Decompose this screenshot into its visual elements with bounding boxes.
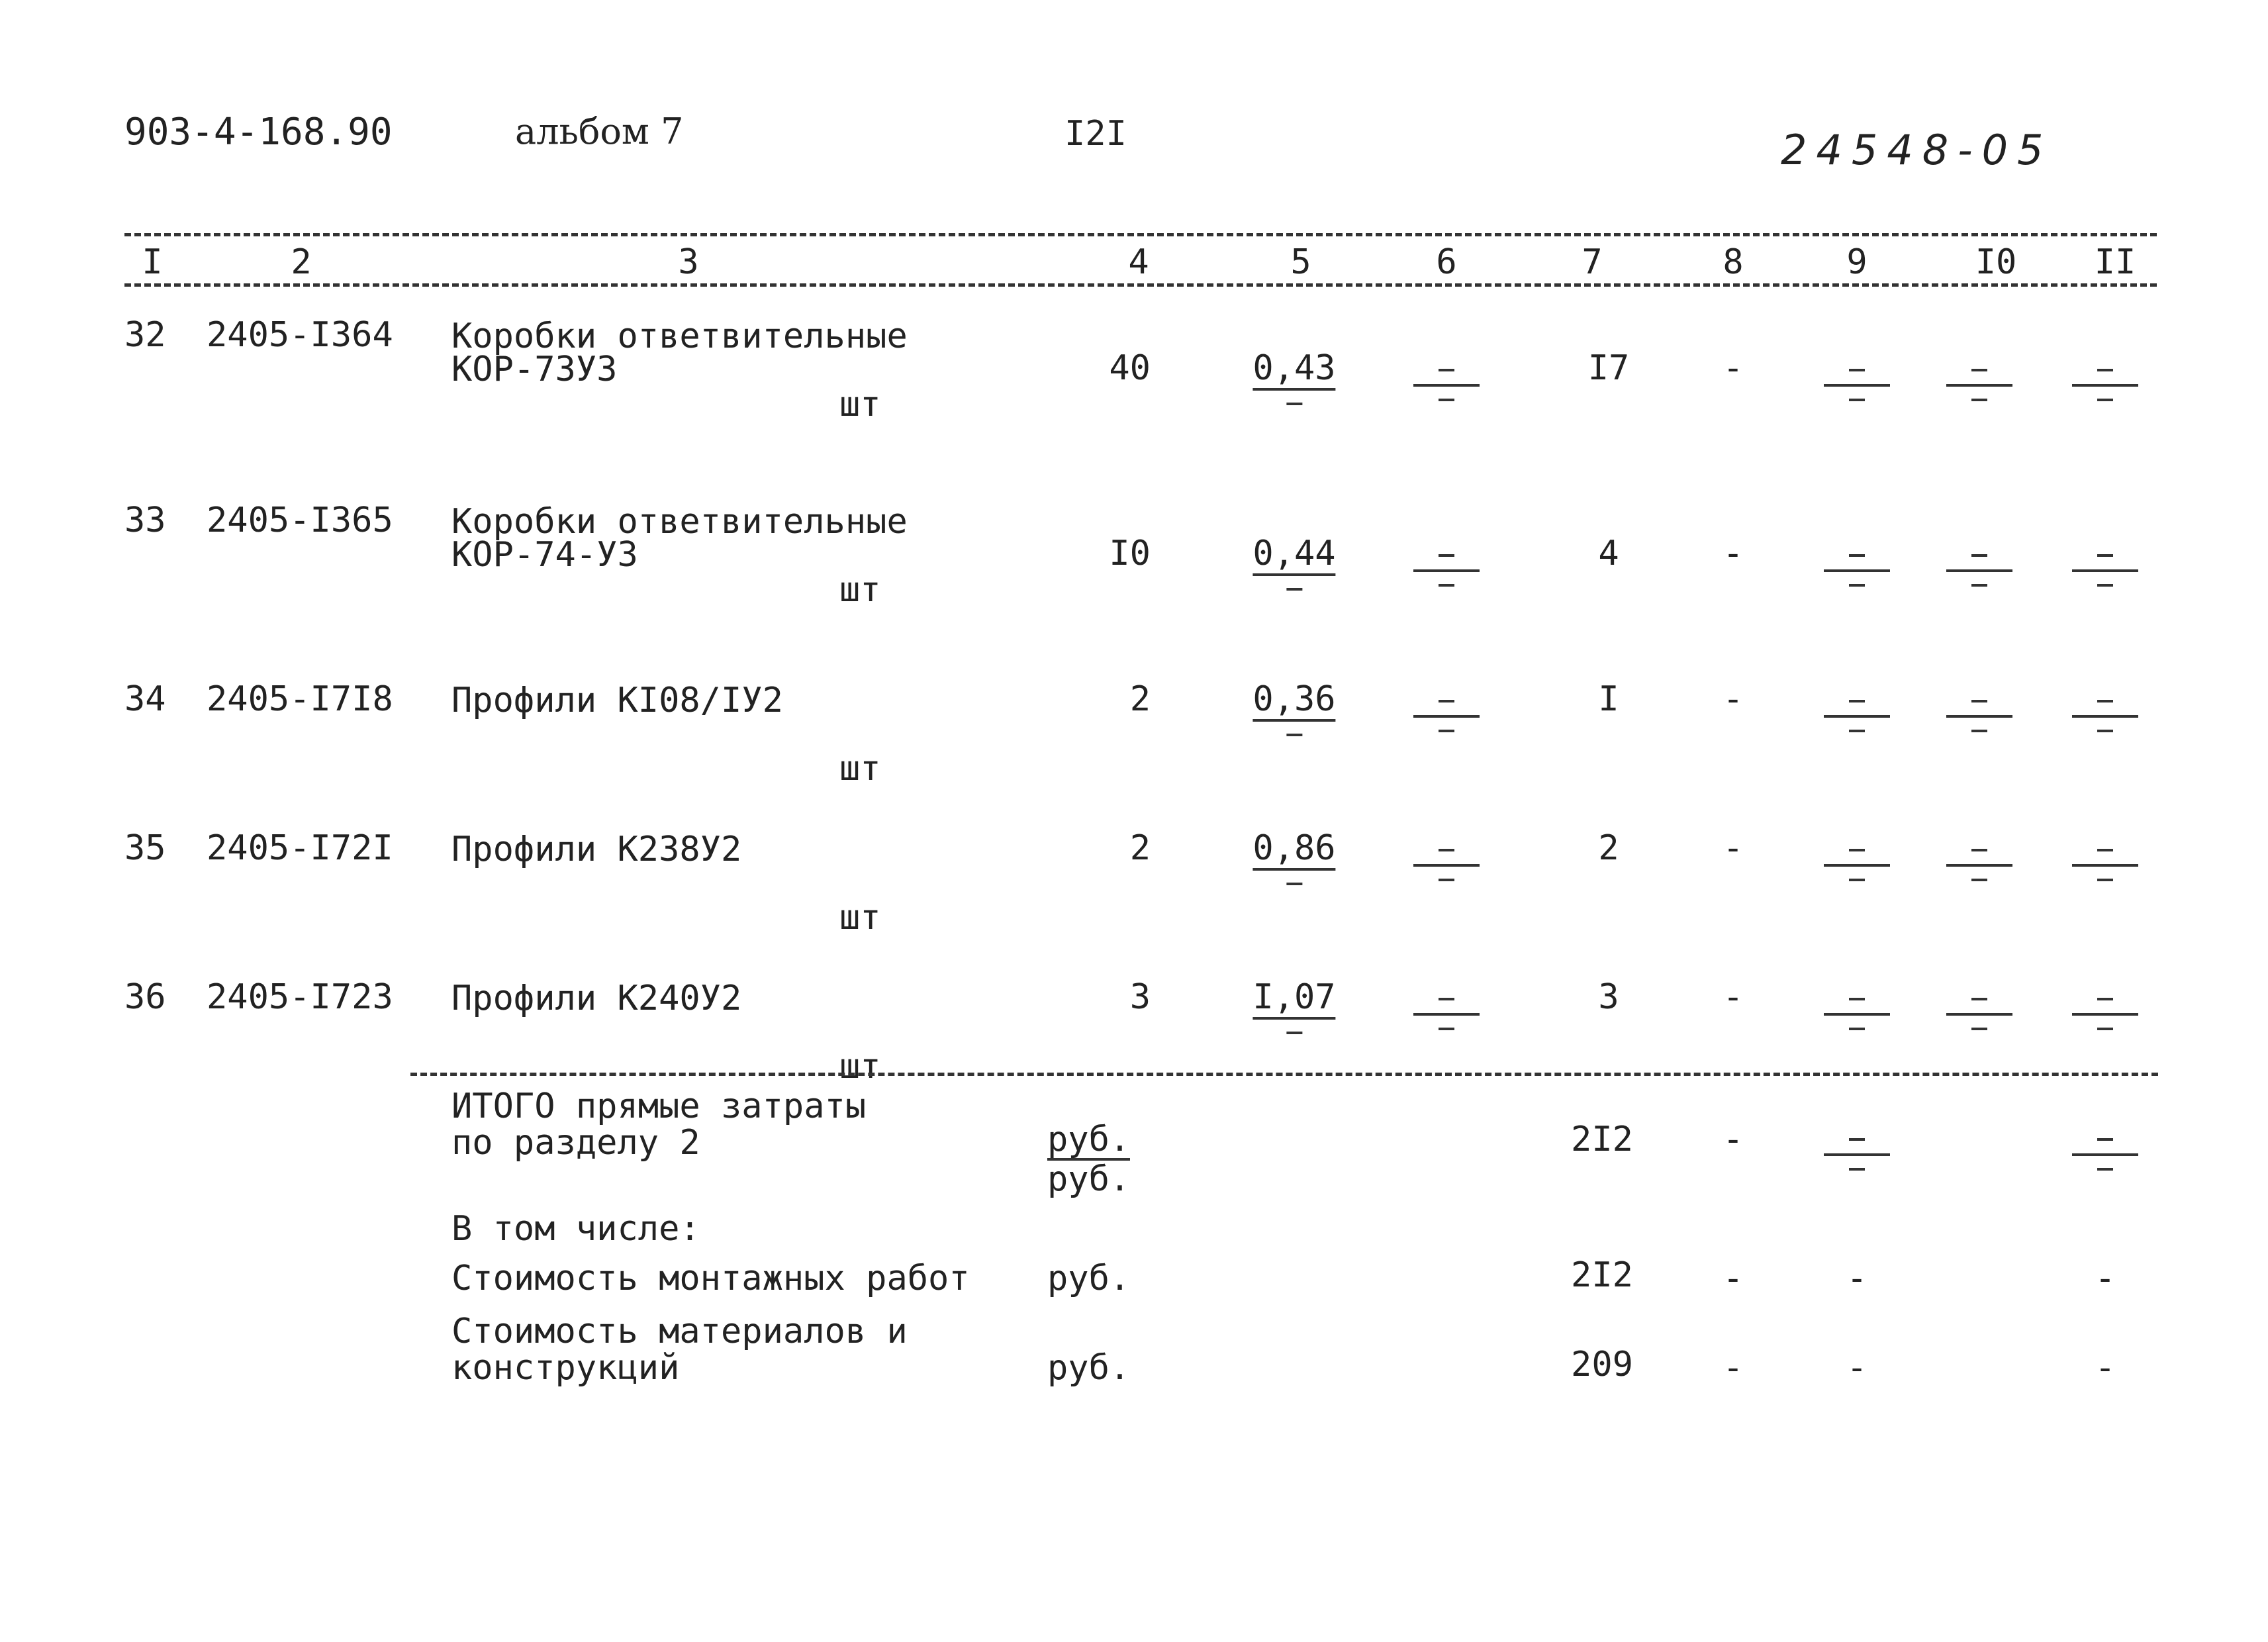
row-quantity: I0 [1109, 534, 1151, 573]
row-quantity: 40 [1109, 348, 1151, 388]
row-col8: - [1723, 828, 1744, 868]
row-unit: шт [839, 385, 881, 424]
header-bottom-rule [124, 283, 2157, 287]
install-cost-unit: руб. [1047, 1259, 1131, 1298]
row-unit-price [1252, 348, 1336, 405]
totals-rule [410, 1073, 2158, 1076]
row-name-line1: Коробки ответвительные [451, 316, 908, 356]
row-unit-price-value: 0,36 [1252, 682, 1335, 722]
row-unit-price-denominator-dash [1286, 403, 1302, 405]
column-header-7: 7 [1582, 242, 1603, 282]
row-name-line1: Профили КI08/IУ2 [451, 681, 783, 720]
install-cost-col8: - [1723, 1259, 1744, 1298]
handwritten-stamp: 24548-05 [1781, 126, 2053, 174]
totals-title-line2: по разделу 2 [451, 1123, 700, 1163]
row-col8: - [1723, 679, 1744, 719]
column-header-10: I0 [1975, 242, 2017, 282]
row-code: 2405-I364 [207, 315, 393, 355]
row-quantity: 3 [1129, 977, 1151, 1017]
materials-cost-label-line2: конструкций [451, 1348, 680, 1388]
materials-cost-unit: руб. [1047, 1348, 1131, 1388]
totals-col8: - [1723, 1120, 1744, 1159]
row-unit-price-denominator-dash [1286, 883, 1302, 885]
row-col8: - [1723, 348, 1744, 388]
materials-cost-col9: - [1846, 1348, 1867, 1388]
row-code: 2405-I7I8 [207, 679, 393, 719]
row-name-line1: Коробки ответвительные [451, 502, 908, 542]
column-header-4: 4 [1128, 242, 1149, 282]
install-cost-col11: - [2095, 1259, 2116, 1298]
row-unit-price-denominator-dash [1286, 734, 1302, 736]
row-quantity: 2 [1129, 828, 1151, 868]
row-col7: I [1598, 679, 1619, 719]
row-unit-price-denominator-dash [1286, 588, 1302, 591]
materials-cost-col7: 209 [1571, 1345, 1633, 1384]
totals-unit-bottom: руб. [1047, 1159, 1131, 1199]
row-unit-price-value: I,07 [1252, 980, 1335, 1020]
row-col7: I7 [1587, 348, 1630, 388]
totals-col7: 2I2 [1571, 1120, 1633, 1159]
row-name-line2: КОР-74-У3 [451, 535, 638, 575]
row-unit-price-value: 0,44 [1252, 536, 1335, 576]
page-number: I2I [1064, 114, 1127, 154]
install-cost-col9: - [1846, 1259, 1867, 1298]
row-name-line2: КОР-73У3 [451, 350, 618, 389]
row-unit: шт [839, 898, 881, 938]
row-code: 2405-I72I [207, 828, 393, 868]
totals-title-line1: ИТОГО прямые затраты [451, 1087, 867, 1126]
row-unit-price [1252, 536, 1335, 591]
column-header-2: 2 [291, 242, 312, 282]
row-number: 33 [124, 501, 166, 540]
column-header-6: 6 [1436, 242, 1457, 282]
row-unit: шт [839, 749, 881, 789]
row-number: 36 [124, 977, 166, 1017]
row-unit-price-value: 0,43 [1252, 351, 1335, 391]
column-header-1: I [142, 242, 163, 282]
row-unit: шт [839, 570, 881, 610]
row-quantity: 2 [1129, 679, 1151, 719]
row-unit-price-value: 0,86 [1252, 831, 1335, 871]
column-header-5: 5 [1290, 242, 1311, 282]
column-header-11: II [2094, 242, 2136, 282]
row-col7: 2 [1598, 828, 1619, 868]
row-number: 32 [124, 315, 166, 355]
row-unit-price [1252, 828, 1336, 885]
column-header-8: 8 [1723, 242, 1744, 282]
row-name-line1: Профили К238У2 [451, 830, 742, 869]
install-cost-label: Стоимость монтажных работ [451, 1259, 970, 1298]
including-label: В том числе: [451, 1209, 700, 1249]
totals-unit-top: руб. [1047, 1120, 1131, 1159]
materials-cost-label-line1: Стоимость материалов и [451, 1312, 908, 1351]
row-number: 35 [124, 828, 166, 868]
row-unit: шт [839, 1047, 881, 1087]
materials-cost-col8: - [1723, 1348, 1744, 1388]
column-header-9: 9 [1846, 242, 1867, 282]
row-unit-price-denominator-dash [1286, 1032, 1302, 1034]
row-code: 2405-I365 [207, 501, 393, 540]
row-number: 34 [124, 679, 166, 719]
row-code: 2405-I723 [207, 977, 393, 1017]
document-code: 903-4-168.90 [124, 111, 393, 154]
row-col8: - [1723, 534, 1744, 573]
install-cost-col7: 2I2 [1571, 1255, 1633, 1295]
column-header-3: 3 [678, 242, 699, 282]
row-unit-price [1252, 679, 1336, 736]
row-col7: 4 [1598, 534, 1619, 573]
album-label: альбом 7 [515, 111, 684, 152]
row-col8: - [1723, 977, 1744, 1017]
header-top-rule [124, 233, 2157, 236]
row-unit-price [1252, 977, 1336, 1034]
row-name-line1: Профили К240У2 [451, 979, 742, 1018]
materials-cost-col11: - [2095, 1348, 2116, 1388]
row-col7: 3 [1598, 977, 1619, 1017]
